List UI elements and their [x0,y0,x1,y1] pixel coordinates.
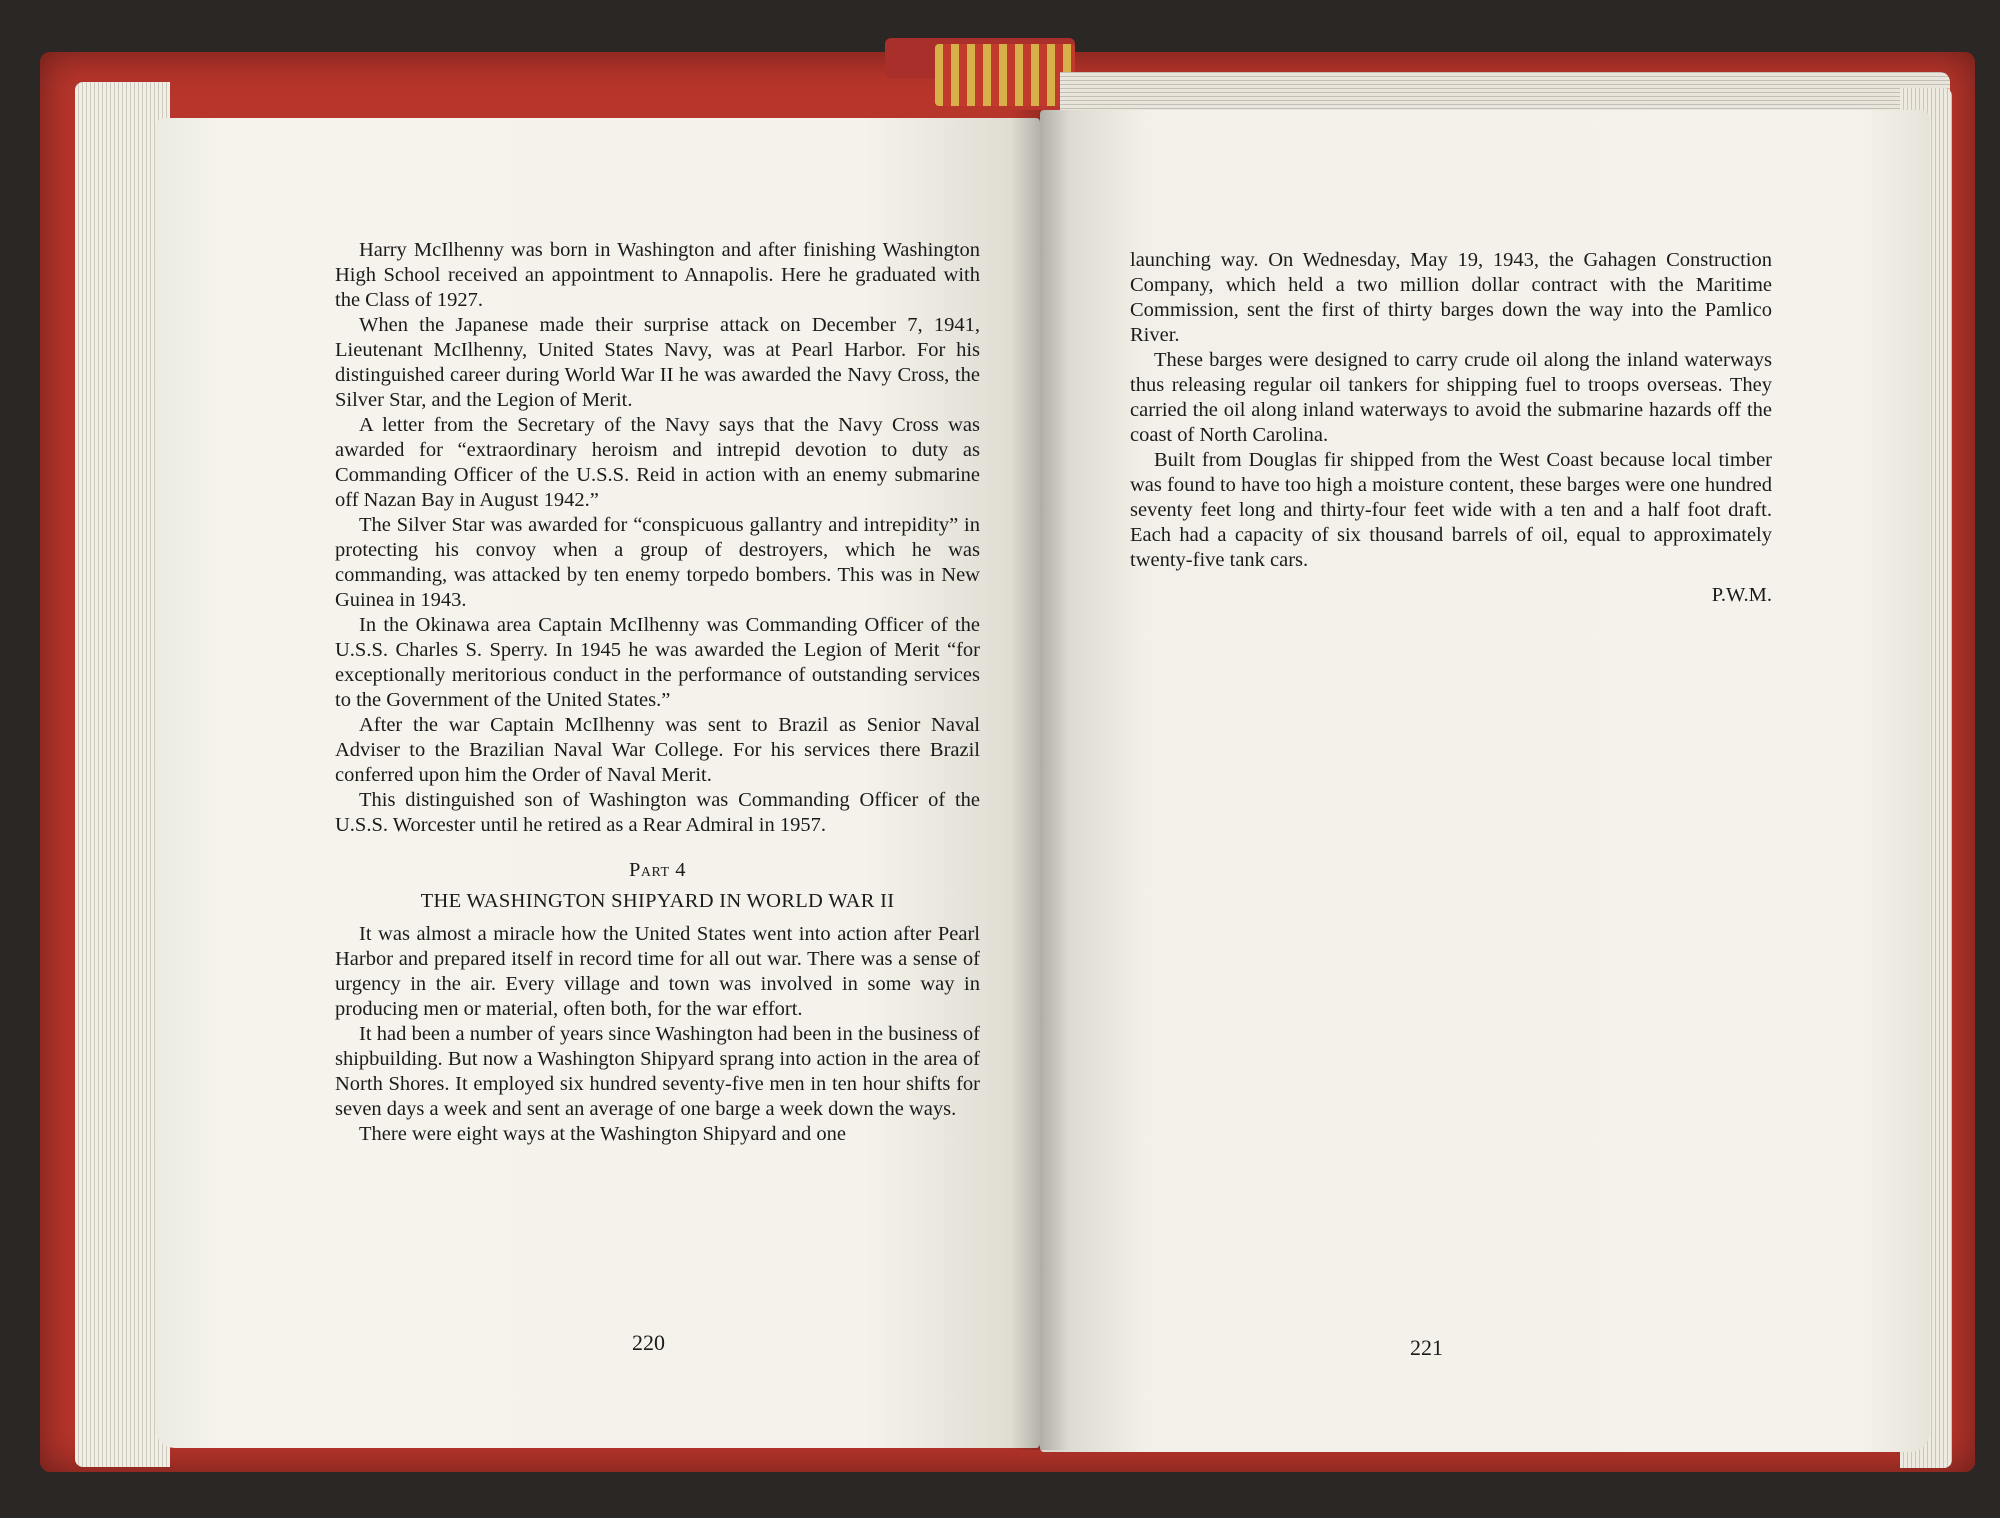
paragraph: After the war Captain McIlhenny was sent to Brazil as Senior Naval Adviser to the Brazilian Naval War College. For his services there Brazil conferred upon him the Order of Naval Merit. [335,714,980,786]
book-gutter [1010,110,1070,1450]
paragraph: Harry McIlhenny was born in Washington and after finishing Washington High School received an appointment to Annapolis. Here he graduated with the Class of 1927. [335,239,980,311]
right-page-text [1130,248,1772,608]
part-label: Part 4 [629,859,686,881]
paragraph: The Silver Star was awarded for “conspicuous gallantry and intrepidity” in protecting his convoy when a group of destroyers, which he was commanding, was attacked by ten enemy torpedo bombers. This was in New Guinea in 1943. [335,514,980,611]
section-title: THE WASHINGTON SHIPYARD IN WORLD WAR II [420,890,895,912]
paragraph: It was almost a miracle how the United States went into action after Pearl Harbor and prepared itself in record time for all out war. There was a sense of urgency in the air. Every village and town was involved in some way in producing men or material, often both, for the war effort. [335,923,980,1020]
paragraph: It had been a number of years since Washington had been in the business of shipbuilding. But now a Washington Shipyard sprang into action in the area of North Shores. It employed six hundred seventy-five men in ten hour shifts for seven days a week and sent an average of one barge a week down the ways. [335,1023,980,1120]
paragraph: A letter from the Secretary of the Navy says that the Navy Cross was awarded for “extraordinary heroism and intrepid devotion to duty as Commanding Officer of the U.S.S. Reid in action with an enemy submarine off Nazan Bay in August 1942.” [335,414,980,511]
paragraph: These barges were designed to carry crude oil along the inland waterways thus releasing regular oil tankers for shipping fuel to troops overseas. They carried the oil along inland waterways to avoid the submarine hazards off the coast of North Carolina. [1130,349,1772,446]
page-number-right: 221 [1410,1335,1443,1360]
paragraph: This distinguished son of Washington was Commanding Officer of the U.S.S. Worcester until he retired as a Rear Admiral in 1957. [335,789,980,836]
paragraph: In the Okinawa area Captain McIlhenny was Commanding Officer of the U.S.S. Charles S. Sperry. In 1945 he was awarded the Legion of Merit “for exceptionally meritorious conduct in the performance of outstanding services to the Government of the United States.” [335,614,980,711]
paragraph: When the Japanese made their surprise attack on December 7, 1941, Lieutenant McIlhenny, United States Navy, was at Pearl Harbor. For his distinguished career during World War II he was awarded the Navy Cross, the Silver Star, and the Legion of Merit. [335,314,980,411]
headband [935,44,1075,106]
paragraph: Built from Douglas fir shipped from the West Coast because local timber was found to have too high a moisture content, these barges were one hundred seventy feet long and thirty-four feet wide with a ten and a half foot draft. Each had a capacity of six thousand barrels of oil, equal to approximately twenty-five tank cars. [1130,449,1772,571]
left-page-text [335,238,980,1147]
paragraph: launching way. On Wednesday, May 19, 1943, the Gahagen Construction Company, which held a two million dollar contract with the Maritime Commission, sent the first of thirty barges down the way into the Pamlico River. [1130,249,1772,346]
paragraph: There were eight ways at the Washington Shipyard and one [359,1123,846,1145]
signature: P.W.M. [1711,584,1772,606]
page-number-left: 220 [632,1330,665,1355]
